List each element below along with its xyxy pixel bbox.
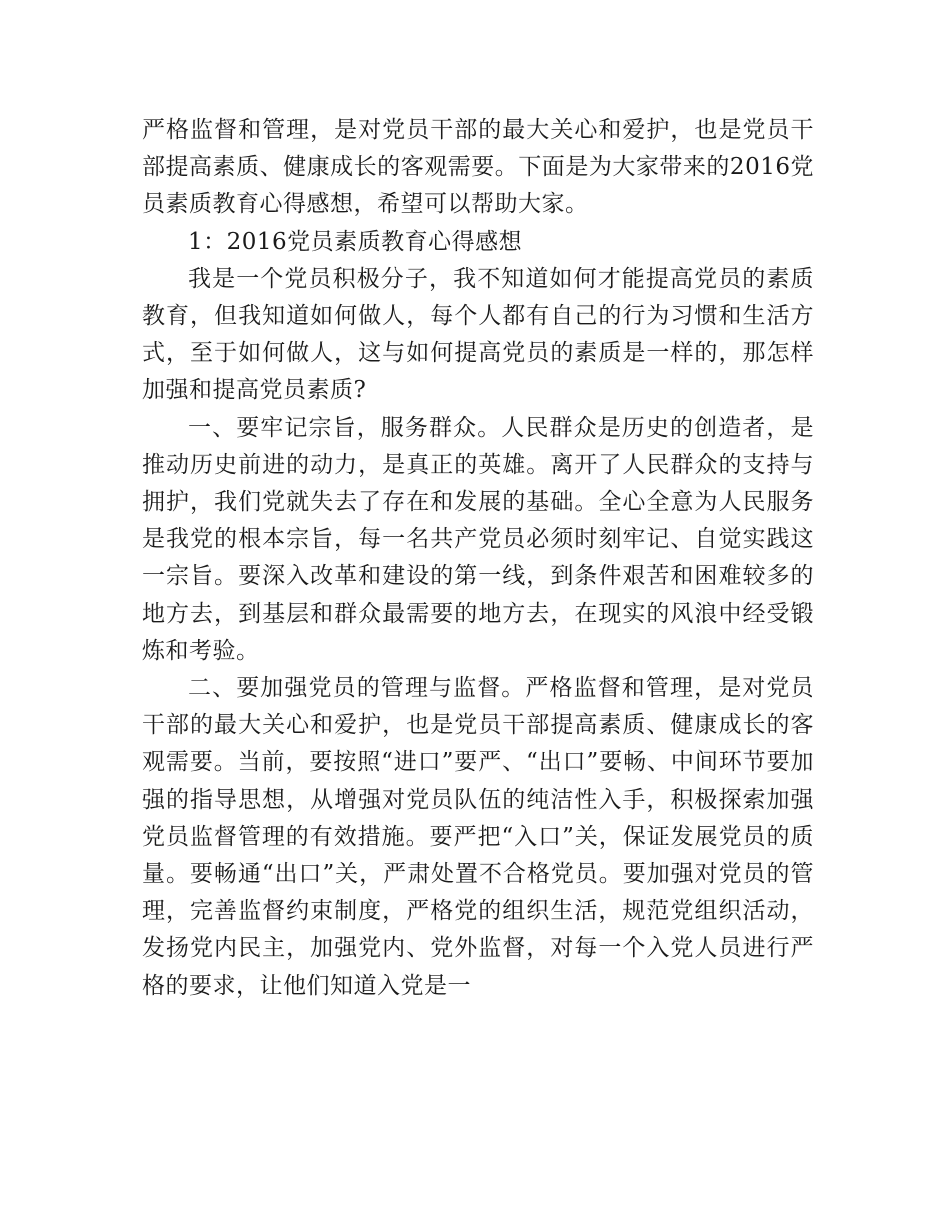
body-paragraph-3: 二、要加强党员的管理与监督。严格监督和管理，是对党员干部的最大关心和爱护，也是党员干部提高素质、健康成长的客观需要。当前，要按照“进口”要严、“出口”要畅、中间环节要加强的指导思想，从增强对党员队伍的纯洁性入手，积极探索加强党员监督管理的有效措施。要严把“入口”关，保证发展党员的质量。要畅通“出口”关，严肃处置不合格党员。要加强对党员的管理，完善监督约束制度，严格党的组织生活，规范党组织活动，发扬党内民主，加强党内、党外监督，对每一个入党人员进行严格的要求，让他们知道入党是一 [142,675,814,999]
section-heading: 1：2016党员素质教育心得感想 [188,228,523,255]
body-paragraph-2: 一、要牢记宗旨，服务群众。人民群众是历史的创造者，是推动历史前进的动力，是真正的英雄。离开了人民群众的支持与拥护，我们党就失去了存在和发展的基础。全心全意为人民服务是我党的根本宗旨，每一名共产党员必须时刻牢记、自觉实践这一宗旨。要深入改革和建设的第一线，到条件艰苦和困难较多的地方去，到基层和群众最需要的地方去，在现实的风浪中经受锻炼和考验。 [142,414,814,664]
document-page [142,112,814,1005]
body-paragraph-1: 我是一个党员积极分子，我不知道如何才能提高党员的素质教育，但我知道如何做人，每个人都有自己的行为习惯和生活方式，至于如何做人，这与如何提高党员的素质是一样的，那怎样加强和提高党员素质? [142,265,814,404]
intro-paragraph: 严格监督和管理，是对党员干部的最大关心和爱护，也是党员干部提高素质、健康成长的客观需要。下面是为大家带来的2016党员素质教育心得感想，希望可以帮助大家。 [142,117,814,218]
